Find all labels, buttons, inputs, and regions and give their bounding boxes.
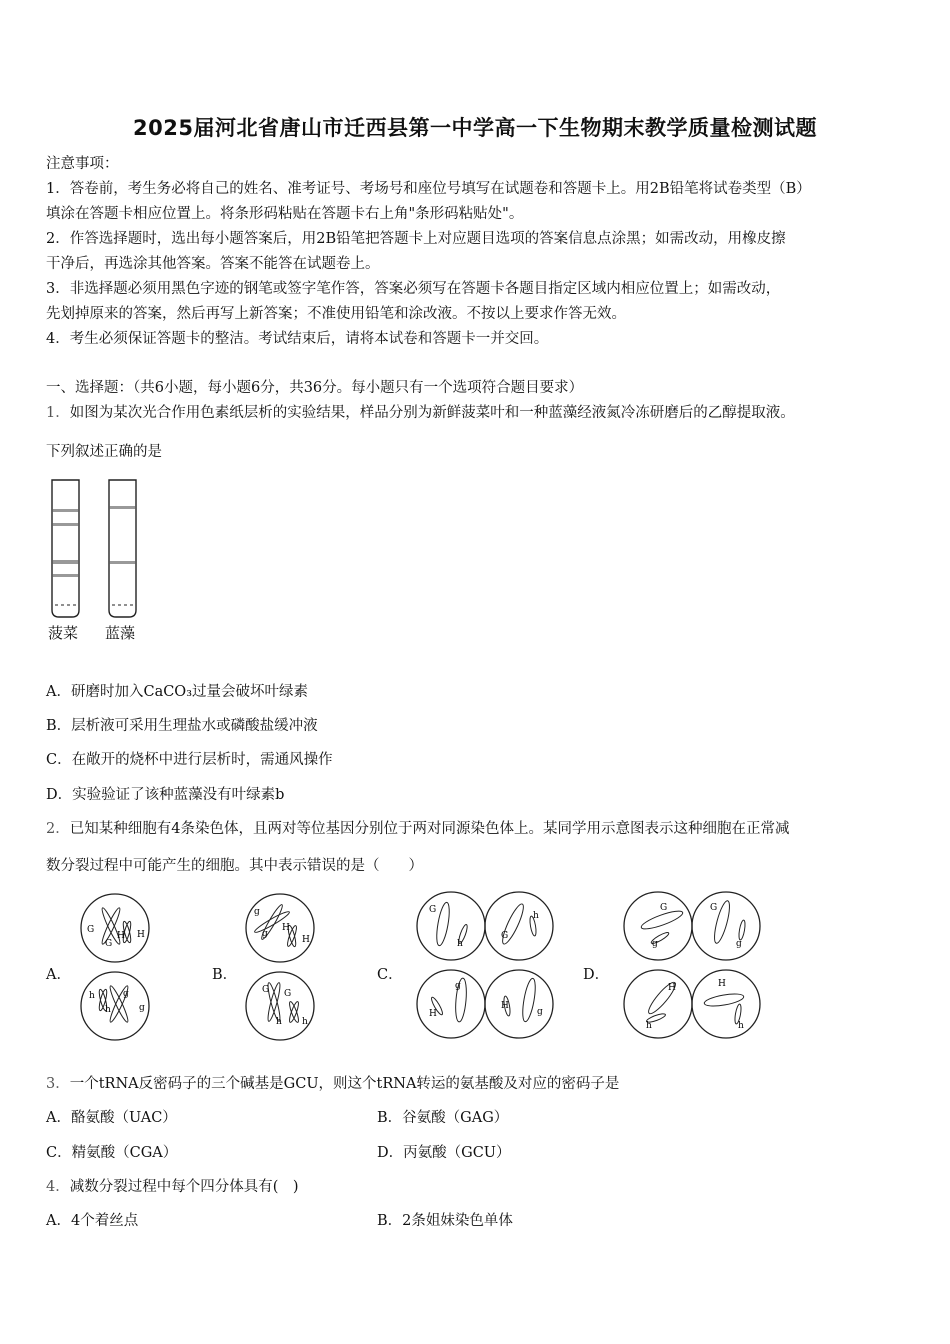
section-heading: 一、选择题：（共6小题，每小题6分，共36分。每小题只有一个选项符合题目要求） — [46, 380, 584, 396]
gene-label: g — [139, 1003, 145, 1013]
gene-label: H — [501, 1001, 509, 1011]
q2-figure-a — [75, 890, 155, 1050]
q2-stem — [46, 817, 789, 838]
q4-stem — [46, 1175, 299, 1196]
cell-d4 — [692, 970, 760, 1038]
cell-a2 — [81, 972, 149, 1040]
gene-label: h — [89, 991, 95, 1001]
q4-option-a[interactable]: A．4个着丝点 — [46, 1213, 139, 1229]
label-cyanobacteria: 蓝藻 — [105, 624, 136, 642]
q2-text: 已知某种细胞有4条染色体，且两对等位基因分别位于两对同源染色体上。某同学用示意图表示这种细胞在正常减 — [69, 821, 790, 837]
gene-label: G — [501, 931, 509, 941]
q1-stem-2: 下列叙述正确的是 — [46, 444, 162, 460]
gene-label: G — [87, 925, 95, 935]
q2-stem-2: 数分裂过程中可能产生的细胞。其中表示错误的是（ ） — [46, 858, 423, 874]
cell-c1 — [417, 892, 485, 960]
q3-option-c[interactable]: C．精氨酸（CGA） — [46, 1145, 178, 1161]
gene-label: g — [455, 981, 461, 991]
cell-b2 — [246, 972, 314, 1040]
q2-figure-b — [240, 890, 320, 1050]
gene-label: H — [302, 935, 310, 945]
gene-label: g — [652, 939, 658, 949]
q2-number: 2． — [46, 821, 70, 837]
gene-label: G — [710, 903, 718, 913]
notice-line-7: 4．考生必须保证答题卡的整洁。考试结束后，请将本试卷和答题卡一并交回。 — [46, 331, 549, 347]
spinach-tube — [52, 480, 79, 617]
q3-option-b[interactable]: B．谷氨酸（GAG） — [377, 1110, 509, 1126]
gene-label: G — [262, 985, 270, 995]
gene-label: g — [537, 1007, 543, 1017]
q1-option-a[interactable]: A．研磨时加入CaCO₃过量会破坏叶绿素 — [46, 684, 309, 700]
q2-option-c[interactable]: C． — [377, 967, 403, 983]
gene-label: H — [117, 931, 125, 941]
q4-text: 减数分裂过程中每个四分体具有( ) — [69, 1179, 299, 1195]
q2-option-b[interactable]: B． — [212, 967, 238, 983]
gene-label: g — [736, 939, 742, 949]
gene-label: H — [668, 983, 676, 993]
gene-label: h — [105, 1005, 111, 1015]
page-title: 2025届河北省唐山市迁西县第一中学高一下生物期末教学质量检测试题 — [133, 116, 817, 140]
q3-stem — [46, 1072, 619, 1093]
q1-option-c[interactable]: C．在敞开的烧杯中进行层析时，需通风操作 — [46, 752, 333, 768]
cyanobacteria-tube — [109, 480, 136, 617]
q4-option-b[interactable]: B．2条姐妹染色单体 — [377, 1213, 513, 1229]
gene-label: H — [718, 979, 726, 989]
q3-number: 3． — [46, 1076, 70, 1092]
gene-label: G — [105, 939, 113, 949]
gene-label: h — [533, 911, 539, 921]
q1-text: 如图为某次光合作用色素纸层析的实验结果，样品分别为新鲜菠菜叶和一种蓝藻经液氮冷冻研磨后的乙醇提取液。 — [69, 405, 795, 421]
label-spinach: 菠菜 — [48, 624, 79, 642]
gene-label: H — [137, 930, 145, 940]
q1-option-b[interactable]: B．层析液可采用生理盐水或磷酸盐缓冲液 — [46, 718, 318, 734]
cell-d1 — [624, 892, 692, 960]
cell-c2 — [485, 892, 553, 960]
gene-label: G — [284, 989, 292, 999]
cell-c3 — [417, 970, 485, 1038]
q2-figure-c — [413, 888, 558, 1048]
notice-heading: 注意事项： — [46, 156, 119, 172]
q1-option-d[interactable]: D．实验验证了该种蓝藻没有叶绿素b — [46, 787, 285, 803]
gene-label: h — [457, 939, 463, 949]
notice-line-3: 2．作答选择题时，选出每小题答案后，用2B铅笔把答题卡上对应题目选项的答案信息点涂黑；如需改动，用橡皮擦 — [46, 231, 786, 247]
cell-c4 — [485, 970, 553, 1038]
notice-line-5: 3．非选择题必须用黑色字迹的钢笔或签字笔作答，答案必须写在答题卡各题目指定区域内相应位置上；如需改动， — [46, 281, 781, 297]
cell-d3 — [624, 970, 692, 1038]
q3-option-a[interactable]: A．酪氨酸（UAC） — [46, 1110, 177, 1126]
notice-line-6: 先划掉原来的答案，然后再写上新答案；不准使用铅笔和涂改液。不按以上要求作答无效。 — [46, 306, 626, 322]
q4-number: 4． — [46, 1179, 70, 1195]
cell-a1 — [81, 894, 149, 962]
notice-line-2: 填涂在答题卡相应位置上。将条形码粘贴在答题卡右上角"条形码粘贴处"。 — [46, 206, 524, 222]
gene-label: g — [254, 907, 260, 917]
q1-number: 1． — [46, 405, 70, 421]
cell-b1 — [246, 894, 314, 962]
q2-option-a[interactable]: A． — [46, 967, 71, 983]
gene-label: G — [660, 903, 668, 913]
q3-text: 一个tRNA反密码子的三个碱基是GCU，则这个tRNA转运的氨基酸及对应的密码子是 — [69, 1076, 620, 1092]
q3-option-d[interactable]: D．丙氨酸（GCU） — [377, 1145, 511, 1161]
gene-label: h — [646, 1021, 652, 1031]
gene-label: G — [429, 905, 437, 915]
gene-label: h — [276, 1017, 282, 1027]
gene-label: H — [282, 923, 290, 933]
chromatography-figure — [40, 475, 160, 645]
gene-label: g — [123, 989, 129, 999]
gene-label: h — [302, 1017, 308, 1027]
q1-stem — [46, 401, 795, 422]
notice-line-1: 1．答卷前，考生务必将自己的姓名、准考证号、考场号和座位号填写在试题卷和答题卡上。用2B铅笔将试卷类型（B） — [46, 181, 811, 197]
cell-d2 — [692, 892, 760, 960]
q2-figure-d — [620, 888, 765, 1048]
q2-option-d[interactable]: D． — [583, 967, 610, 983]
gene-label: g — [262, 929, 268, 939]
gene-label: h — [738, 1021, 744, 1031]
gene-label: H — [429, 1009, 437, 1019]
notice-line-4: 干净后，再选涂其他答案。答案不能答在试题卷上。 — [46, 256, 380, 272]
